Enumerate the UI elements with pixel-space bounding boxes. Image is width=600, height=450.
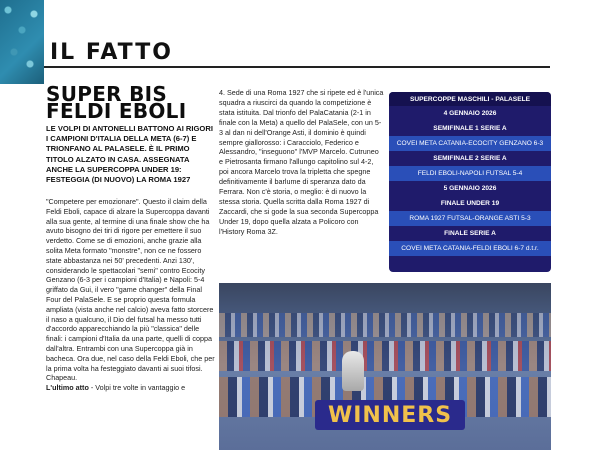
- team-celebration-photo: [219, 283, 551, 450]
- paragraph-text: - Volpi tre volte in vantaggio e: [88, 383, 186, 393]
- article-column-2: 4. Sede di una Roma 1927 che si ripete ed è l'unica squadra a riuscirci da quando la competizione è stata istituita. Dal trionfo del PalaCatania (2-1 in finale con la Meta) a quello del PalaSele, con un 5-3 al dan ni dell'Orange Asti, il dominio è quindi sempre giallorosso: i Caracciolo, Federico e Alessandro, "inseguono" l'MVP Marcelo. Cutruneo e Pietrosanta firmano l'allungo capitolino sul 4-2, poi ancora Marcelo trova la tripletta che spegne definitivamente il barlume di speranza dato da Ferrara. Non c'è storia, o meglio: è di nuovo la stessa storia. Quella scritta dalla Roma 1927 di Zaccardi, che si gode la sua seconda Supercoppa Under 19, dopo quella alzata a Policoro con l'History Roma 3Z.: [219, 88, 384, 236]
- winners-banner: WINNERS: [315, 400, 465, 430]
- results-row: SEMIFINALE 2 SERIE A: [433, 155, 507, 162]
- article-headline: [46, 82, 216, 123]
- headline-line-2: FELDI EBOLI: [46, 99, 187, 123]
- article-column-1: [46, 197, 216, 393]
- photo-crowd-back: [219, 313, 551, 337]
- results-row: 5 GENNAIO 2026: [443, 185, 497, 192]
- article-subhead: LE VOLPI DI ANTONELLI BATTONO AI RIGORI I CAMPIONI D'ITALIA DELLA META (6-7) E TRIONFANO AL PALASELE. È IL PRIMO TITOLO ALZATO IN CASA. ASSEGNATA ANCHE LA SUPERCOPPA UNDER 19: FESTEGGIA (DI NUOVO) LA ROMA 1927: [46, 124, 213, 185]
- corner-decoration: [0, 0, 44, 84]
- results-row: SEMIFINALE 1 SERIE A: [433, 125, 507, 132]
- results-box-title: SUPERCOPPE MASCHILI - PALASELE: [389, 92, 551, 106]
- photo-crowd-middle: [219, 341, 551, 371]
- results-box: [389, 92, 551, 272]
- article-paragraph-2: [46, 383, 216, 393]
- results-row: FINALE UNDER 19: [440, 200, 500, 207]
- results-row: FELDI EBOLI-NAPOLI FUTSAL 5-4: [389, 166, 551, 181]
- results-row: ROMA 1927 FUTSAL-ORANGE ASTI 5-3: [389, 211, 551, 226]
- trophy-icon: [342, 351, 364, 391]
- headline-line-1: SUPER BIS: [46, 82, 168, 106]
- article-paragraph-1: "Competere per emozionare". Questo il claim della Feldi Eboli, capace di alzare la Supercoppa davanti alla sua gente, al termine di una finale show che ha avuto bisogno dei tiri di rigore per emettere il suo verdetto. Come se di emozioni, anche grazie alla solita Meta formato "monstre", non ce ne fossero state abbastanza nei 50' precedenti. Anzi 130', considerando le spettacolari "semi" contro Ecocity Genzano (6-3 per i campioni d'Italia) e Napoli: 5-4 griffato da Gui, il vero "game changer" della Final Four del PalaSele. E se proprio questa formula ampliata (vista anche nel calcio) aveva fatto storcere il naso a qualcuno, il Dio del futsal ha messo tutti d'accordo apparecchiando la più "classica" delle finali: i campioni d'Italia da una parte, quelli di coppa dall'altra. Entrambi con una Supercoppa già in bacheca. Ora due, nel caso della Feldi Eboli, che per la prima volta ha festeggiato davanti ai suoi tifosi. Chapeau.: [46, 197, 215, 383]
- results-row: 4 GENNAIO 2026: [443, 110, 497, 117]
- paragraph-lead-label: L'ultimo atto: [46, 383, 89, 393]
- results-row: COVEI META CATANIA-ECOCITY GENZANO 6-3: [389, 136, 551, 151]
- section-title: IL FATTO: [50, 40, 173, 65]
- section-header: [44, 40, 550, 66]
- results-row: COVEI META CATANIA-FELDI EBOLI 6-7 d.t.r.: [389, 241, 551, 256]
- results-row: FINALE SERIE A: [444, 230, 496, 237]
- section-divider: [44, 66, 550, 68]
